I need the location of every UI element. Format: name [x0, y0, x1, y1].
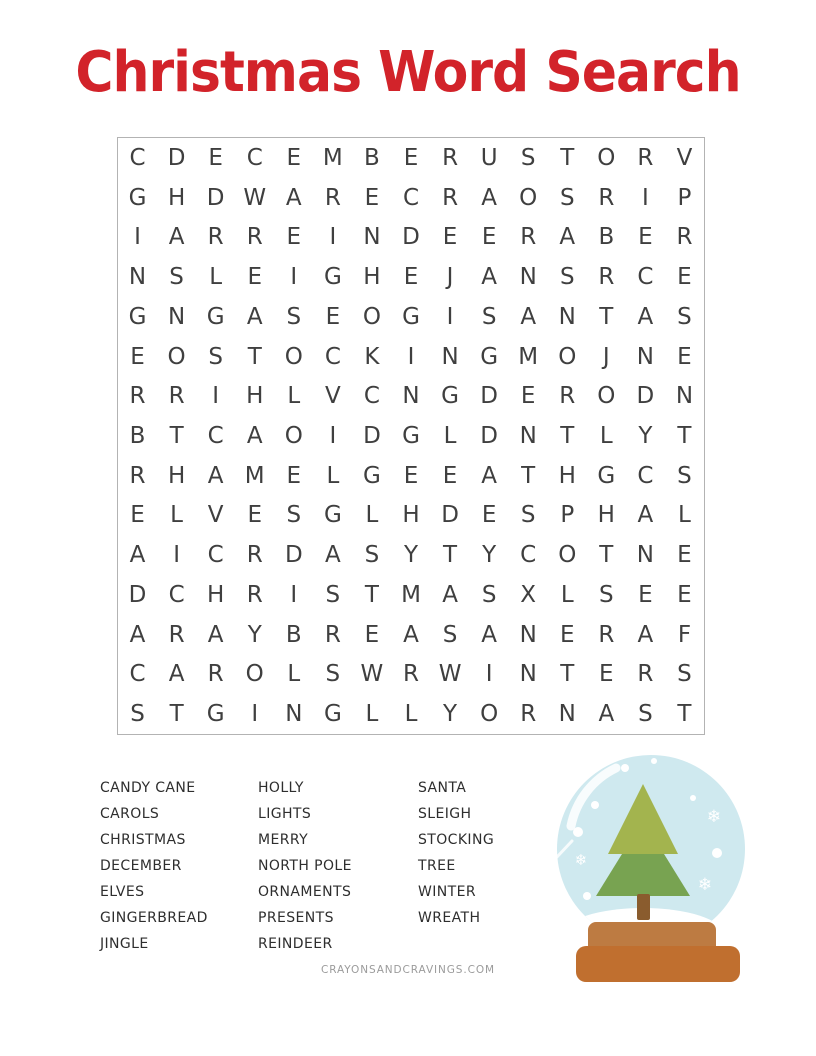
- grid-letter: T: [677, 701, 692, 728]
- grid-letter: V: [676, 144, 693, 171]
- word-item: HOLLY: [258, 780, 304, 796]
- grid-letter: E: [638, 581, 653, 608]
- grid-letter: R: [598, 184, 615, 211]
- grid-letter: A: [207, 462, 224, 489]
- grid-letter: I: [212, 383, 220, 410]
- grid-letter: H: [167, 184, 186, 211]
- grid-letter: Y: [247, 621, 262, 648]
- grid-letter: D: [441, 502, 459, 529]
- grid-letter: A: [598, 701, 615, 728]
- word-item: STOCKING: [418, 832, 495, 848]
- grid-letter: N: [675, 383, 694, 410]
- grid-letter: C: [637, 462, 654, 489]
- grid-letter: A: [207, 621, 224, 648]
- word-item: GINGERBREAD: [100, 910, 208, 926]
- grid-letter: S: [559, 264, 575, 291]
- grid-letter: A: [246, 303, 263, 330]
- grid-letter: C: [129, 661, 146, 688]
- grid-letter: H: [558, 462, 576, 489]
- grid-letter: S: [481, 303, 497, 330]
- grid-letter: L: [443, 422, 457, 449]
- grid-letter: E: [403, 144, 419, 171]
- snow-dot-icon: [583, 892, 591, 900]
- grid-letter: E: [286, 144, 302, 171]
- grid-letter: X: [520, 581, 537, 608]
- grid-letter: S: [481, 581, 497, 608]
- grid-letter: E: [286, 462, 302, 489]
- grid-letter: E: [403, 264, 419, 291]
- grid-letter: M: [244, 462, 265, 489]
- grid-letter: H: [167, 462, 186, 489]
- grid-letter: R: [442, 184, 459, 211]
- grid-letter: O: [480, 701, 499, 728]
- grid-letter: N: [519, 661, 537, 688]
- grid-letter: N: [519, 621, 537, 648]
- grid-letter: A: [637, 502, 654, 529]
- grid-letter: D: [284, 542, 303, 569]
- grid-letter: A: [324, 542, 341, 569]
- grid-letter: I: [173, 542, 180, 569]
- snow-globe-illustration: [550, 748, 750, 984]
- grid-letter: N: [558, 303, 576, 330]
- grid-letter: R: [598, 264, 615, 291]
- grid-letter: G: [206, 303, 225, 330]
- grid-letter: C: [207, 422, 224, 449]
- grid-letter: F: [677, 621, 692, 648]
- grid-letter: J: [602, 343, 610, 370]
- grid-letter: A: [285, 184, 302, 211]
- grid-letter: G: [323, 264, 342, 291]
- grid-letter: O: [558, 343, 577, 370]
- grid-letter: I: [485, 661, 493, 688]
- word-item: DECEMBER: [100, 858, 182, 874]
- snowflake-icon: ❄: [697, 875, 713, 895]
- word-item: PRESENTS: [258, 910, 334, 926]
- grid-letter: O: [362, 303, 381, 330]
- grid-letter: U: [480, 144, 498, 171]
- grid-letter: C: [363, 383, 380, 410]
- grid-letter: S: [286, 303, 302, 330]
- grid-letter: L: [326, 462, 340, 489]
- grid-letter: I: [329, 224, 337, 251]
- grid-letter: I: [446, 303, 454, 330]
- grid-letter: R: [324, 184, 341, 211]
- grid-letter: B: [598, 224, 615, 251]
- grid-letter: E: [286, 224, 302, 251]
- grid-letter: Y: [482, 542, 497, 569]
- grid-letter: N: [363, 224, 381, 251]
- grid-letter: I: [290, 581, 298, 608]
- grid-letter: E: [481, 224, 497, 251]
- grid-letter: O: [284, 343, 303, 370]
- grid-letter: A: [481, 264, 497, 291]
- grid-letter: I: [407, 343, 415, 370]
- grid-letter: E: [247, 264, 262, 291]
- grid-letter: D: [206, 184, 225, 211]
- grid-letter: S: [677, 303, 692, 330]
- grid-letter: O: [558, 542, 577, 569]
- grid-letter: E: [208, 144, 223, 171]
- grid-letter: G: [323, 502, 342, 529]
- grid-letter: R: [520, 701, 537, 728]
- snow-dot-icon: [591, 801, 599, 809]
- grid-letter: D: [480, 422, 498, 449]
- grid-letter: O: [284, 422, 303, 449]
- grid-letter: G: [480, 343, 499, 370]
- grid-letter: S: [559, 184, 575, 211]
- grid-letter: L: [365, 502, 379, 529]
- grid-letter: N: [558, 701, 576, 728]
- grid-letter: Y: [638, 422, 653, 449]
- grid-letter: O: [167, 343, 186, 370]
- grid-letter: E: [677, 581, 692, 608]
- grid-letter: J: [446, 264, 454, 291]
- grid-letter: D: [402, 224, 420, 251]
- grid-letter: N: [519, 422, 537, 449]
- grid-letter: R: [324, 621, 341, 648]
- grid-letter: O: [597, 144, 616, 171]
- grid-letter: S: [638, 701, 653, 728]
- word-column-3: [418, 775, 494, 931]
- grid-letter: S: [599, 581, 614, 608]
- grid-letter: T: [560, 422, 575, 449]
- grid-letter: A: [559, 224, 576, 251]
- grid-letter: T: [677, 422, 692, 449]
- grid-letter: E: [677, 343, 692, 370]
- snowflake-icon: ❄: [706, 807, 722, 827]
- grid-letter: L: [404, 701, 418, 728]
- grid-letter: N: [636, 343, 654, 370]
- word-item: WREATH: [418, 910, 481, 926]
- grid-letter: A: [168, 224, 185, 251]
- grid-letter: G: [402, 422, 420, 449]
- word-item: JINGLE: [100, 936, 149, 952]
- grid-letter: P: [677, 184, 692, 211]
- grid-letter: A: [520, 303, 537, 330]
- grid-letter: E: [247, 502, 262, 529]
- grid-letter: M: [518, 343, 539, 370]
- grid-letter: S: [364, 542, 380, 569]
- grid-letter: G: [441, 383, 459, 410]
- grid-letter: S: [325, 661, 341, 688]
- grid-letter: D: [363, 422, 381, 449]
- snowflake-icon: ❄: [574, 851, 588, 869]
- grid-letter: V: [207, 502, 224, 529]
- grid-letter: E: [403, 462, 419, 489]
- grid-letter: E: [364, 184, 380, 211]
- word-item: ELVES: [100, 884, 145, 900]
- grid-letter: G: [402, 303, 420, 330]
- grid-letter: H: [597, 502, 615, 529]
- grid-letter: R: [246, 542, 263, 569]
- word-item: REINDEER: [258, 936, 333, 952]
- grid-letter: W: [360, 661, 384, 688]
- grid-letter: N: [402, 383, 420, 410]
- grid-letter: C: [520, 542, 537, 569]
- grid-letter: O: [519, 184, 538, 211]
- grid-letter: T: [169, 422, 184, 449]
- grid-letter: N: [519, 264, 537, 291]
- grid-letter: T: [599, 303, 614, 330]
- grid-letter: I: [251, 701, 259, 728]
- word-item: SANTA: [418, 780, 467, 796]
- grid-letter: G: [206, 701, 225, 728]
- grid-letter: S: [520, 144, 536, 171]
- grid-letter: N: [167, 303, 186, 330]
- word-item: CANDY CANE: [100, 780, 196, 796]
- grid-letter: I: [329, 422, 337, 449]
- grid-letter: T: [443, 542, 458, 569]
- grid-letter: T: [560, 144, 575, 171]
- grid-letter: C: [129, 144, 146, 171]
- grid-letter: S: [325, 581, 341, 608]
- grid-letter: W: [243, 184, 267, 211]
- grid-letter: C: [402, 184, 420, 211]
- grid-letter: R: [129, 462, 146, 489]
- grid-letter: L: [287, 661, 301, 688]
- grid-letter: E: [559, 621, 575, 648]
- grid-letter: S: [677, 462, 692, 489]
- snow-dot-icon: [712, 848, 722, 858]
- grid-letter: L: [560, 581, 574, 608]
- grid-letter: A: [246, 422, 263, 449]
- grid-letter: I: [641, 184, 649, 211]
- grid-letter: G: [597, 462, 616, 489]
- grid-letter: E: [130, 502, 145, 529]
- grid-letter: G: [323, 701, 342, 728]
- grid-letter: A: [481, 462, 497, 489]
- grid-letter: C: [324, 343, 341, 370]
- grid-letter: E: [677, 264, 692, 291]
- grid-letter: H: [207, 581, 225, 608]
- word-item: CAROLS: [100, 806, 160, 822]
- grid-letter: B: [285, 621, 302, 648]
- grid-letter: L: [287, 383, 301, 410]
- grid-letter: R: [129, 383, 146, 410]
- grid-letter: G: [128, 303, 147, 330]
- grid-letter: L: [678, 502, 691, 529]
- grid-letter: R: [676, 224, 693, 251]
- grid-letter: E: [599, 661, 614, 688]
- grid-letter: T: [247, 343, 262, 370]
- word-item: MERRY: [258, 832, 309, 848]
- grid-letter: R: [637, 144, 654, 171]
- grid-letter: L: [365, 701, 379, 728]
- grid-letter: A: [481, 184, 497, 211]
- grid-letter: I: [134, 224, 141, 251]
- globe-base-bottom: [576, 946, 740, 982]
- grid-letter: A: [129, 542, 146, 569]
- grid-letter: S: [208, 343, 223, 370]
- grid-letter: R: [246, 581, 263, 608]
- page-title: Christmas Word Search: [75, 40, 741, 105]
- grid-letter: B: [364, 144, 380, 171]
- grid-letter: A: [403, 621, 419, 648]
- footer-credit: CRAYONSANDCRAVINGS.COM: [321, 964, 495, 976]
- grid-letter: H: [402, 502, 420, 529]
- grid-letter: P: [560, 502, 575, 529]
- snow-dot-icon: [621, 764, 629, 772]
- grid-letter: H: [363, 264, 381, 291]
- grid-letter: C: [246, 144, 263, 171]
- grid-letter: O: [245, 661, 264, 688]
- grid-letter: R: [168, 621, 185, 648]
- word-item: LIGHTS: [258, 806, 312, 822]
- word-item: SLEIGH: [418, 806, 472, 822]
- grid-letter: V: [324, 383, 341, 410]
- grid-letter: T: [169, 701, 184, 728]
- grid-letter: S: [677, 661, 692, 688]
- word-column-1: [100, 775, 208, 957]
- grid-letter: N: [285, 701, 303, 728]
- word-item: TREE: [418, 858, 456, 874]
- grid-letter: E: [325, 303, 341, 330]
- grid-letter: R: [559, 383, 576, 410]
- grid-letter: S: [130, 701, 145, 728]
- word-item: ORNAMENTS: [258, 884, 352, 900]
- grid-letter: H: [246, 383, 264, 410]
- grid-letter: C: [207, 542, 224, 569]
- grid-letter: A: [481, 621, 497, 648]
- grid-letter: R: [246, 224, 263, 251]
- grid-letter: Y: [403, 542, 419, 569]
- grid-letter: S: [520, 502, 536, 529]
- grid-letter: A: [129, 621, 146, 648]
- grid-letter: C: [168, 581, 185, 608]
- grid-letter: N: [128, 264, 147, 291]
- tree-trunk: [637, 894, 650, 920]
- grid-letter: E: [442, 224, 458, 251]
- grid-letter: E: [638, 224, 653, 251]
- grid-letter: S: [442, 621, 458, 648]
- grid-letter: M: [401, 581, 421, 608]
- grid-letter: Y: [443, 701, 458, 728]
- grid-letter: E: [364, 621, 380, 648]
- grid-letter: N: [636, 542, 654, 569]
- grid-letter: E: [520, 383, 536, 410]
- grid-letter: R: [637, 661, 654, 688]
- grid-letter: A: [637, 303, 654, 330]
- grid-letter: D: [128, 581, 147, 608]
- grid-letter: T: [560, 661, 575, 688]
- grid-letter: R: [168, 383, 185, 410]
- grid-letter: R: [442, 144, 459, 171]
- word-item: CHRISTMAS: [100, 832, 186, 848]
- grid-letter: L: [599, 422, 613, 449]
- grid-letter: E: [677, 542, 692, 569]
- grid-letter: C: [637, 264, 654, 291]
- grid-letter: T: [364, 581, 379, 608]
- grid-letter: D: [167, 144, 186, 171]
- grid-letter: L: [209, 264, 223, 291]
- grid-letter: E: [442, 462, 458, 489]
- grid-letter: R: [520, 224, 537, 251]
- grid-letter: A: [442, 581, 458, 608]
- grid-letter: A: [637, 621, 654, 648]
- grid-letter: L: [170, 502, 183, 529]
- grid-letter: W: [438, 661, 462, 688]
- snow-dot-icon: [690, 795, 696, 801]
- grid-letter: A: [168, 661, 185, 688]
- grid-letter: R: [598, 621, 615, 648]
- snow-dot-icon: [573, 827, 583, 837]
- grid-letter: M: [322, 144, 343, 171]
- grid-letter: E: [130, 343, 145, 370]
- grid-letter: G: [363, 462, 381, 489]
- grid-letter: S: [169, 264, 184, 291]
- grid-letter: T: [599, 542, 614, 569]
- grid-letter: E: [481, 502, 497, 529]
- grid-letter: B: [129, 422, 146, 449]
- snow-dot-icon: [651, 758, 657, 764]
- word-column-2: [258, 775, 352, 957]
- grid-letter: R: [207, 224, 224, 251]
- grid-letter: N: [441, 343, 459, 370]
- grid-letter: T: [521, 462, 536, 489]
- grid-letter: G: [128, 184, 147, 211]
- grid-letter: K: [364, 343, 380, 370]
- word-item: NORTH POLE: [258, 858, 352, 874]
- grid-letter: S: [286, 502, 302, 529]
- word-search-grid: [117, 137, 705, 735]
- grid-letter: R: [403, 661, 419, 688]
- grid-letter: D: [636, 383, 655, 410]
- grid-letter: I: [290, 264, 298, 291]
- grid-letter: O: [597, 383, 616, 410]
- grid-letter: D: [480, 383, 498, 410]
- grid-letter: R: [207, 661, 224, 688]
- word-item: WINTER: [418, 884, 476, 900]
